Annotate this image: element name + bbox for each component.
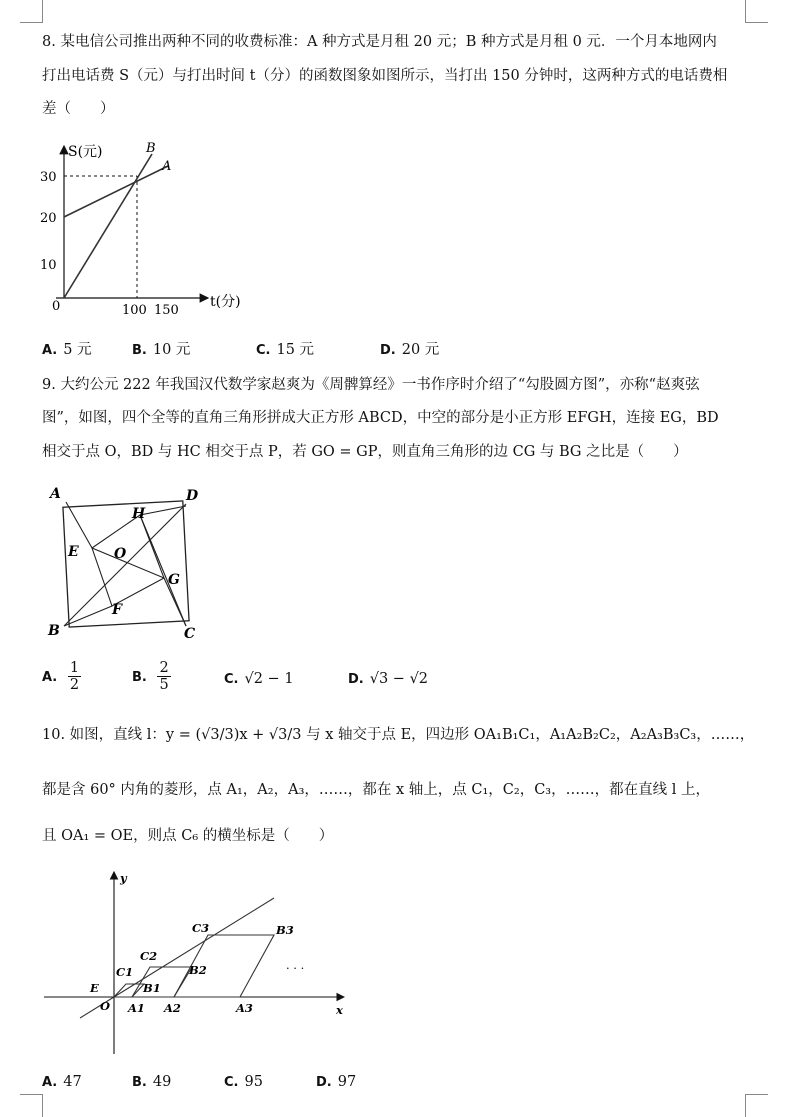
q10-rhombus-figure (44, 866, 364, 1056)
q10-label-x: x (336, 1003, 343, 1017)
q8-option-b[interactable]: B. 10 元 (132, 342, 191, 358)
q8-y-axis-label: S(元) (68, 144, 103, 160)
q9-option-c[interactable]: C. √2 − 1 (224, 671, 294, 687)
q10-stem-line3: 且 OA₁ = OE，则点 C₆ 的横坐标是（ ） (42, 828, 334, 844)
q9-stem-line2: 图”，如图，四个全等的直角三角形拼成大正方形 ABCD，中空的部分是小正方形 EFGH，连接 EG，BD (42, 410, 719, 426)
q10-label-B3: B3 (276, 923, 294, 937)
q9-option-b[interactable]: B. $\frac{2}{5}$ (132, 660, 169, 693)
q10-label-A2: A2 (164, 1001, 181, 1015)
q8-y-tick-30: 30 (40, 170, 57, 185)
q8-options (42, 339, 754, 361)
q9-stem-line3: 相交于点 O，BD 与 HC 相交于点 P，若 GO = GP，则直角三角形的边 CG 与 BG 之比是（ ） (42, 444, 688, 460)
q9-segment-EG (92, 548, 164, 578)
q9-options (42, 660, 754, 696)
q9-label-E: E (68, 544, 79, 560)
q10-label-C1: C1 (116, 965, 134, 979)
q10-label-E: E (90, 981, 99, 995)
q10-label-y: y (120, 871, 127, 885)
crop-mark-top-right (745, 0, 768, 23)
q10-option-c[interactable]: C. 95 (224, 1074, 263, 1090)
q10-label-A1: A1 (128, 1001, 145, 1015)
q10-option-d[interactable]: D. 97 (316, 1074, 357, 1090)
crop-mark-bottom-right (745, 1094, 768, 1117)
q8-y-tick-20: 20 (40, 211, 57, 226)
q8-x-tick-100: 100 (122, 303, 147, 318)
q8-line-B-label: B (146, 141, 156, 156)
q9-square-EFGH (92, 515, 164, 606)
q8-x-axis-label: t(分) (210, 294, 241, 310)
q8-option-c[interactable]: C. 15 元 (256, 342, 315, 358)
crop-mark-bottom-left (20, 1094, 43, 1117)
q8-line-A (64, 166, 168, 217)
q8-option-a[interactable]: A. 5 元 (42, 342, 92, 358)
q8-y-tick-10: 10 (40, 258, 57, 273)
q9-option-d[interactable]: D. √3 − √2 (348, 671, 429, 687)
q8-stem-line2: 打出电话费 S（元）与打出时间 t（分）的函数图象如图所示，当打出 150 分钟时，这两种方式的电话费相 (42, 68, 728, 84)
q9-option-a-fraction: $\frac{1}{2}$ (69, 660, 80, 693)
crop-mark-top-left (20, 0, 43, 23)
q8-option-d[interactable]: D. 20 元 (380, 342, 440, 358)
q10-rhombus-2 (132, 967, 192, 997)
q9-label-G: G (168, 572, 180, 588)
q9-option-b-fraction: $\frac{2}{5}$ (159, 660, 169, 693)
q9-zhao-shuang-figure (40, 480, 220, 645)
q8-function-graph (36, 138, 256, 323)
q10-label-O: O (100, 999, 111, 1013)
q10-stem-line1: 10. 如图，直线 l：y = (√3/3)x + √3/3 与 x 轴交于点 E，四边形 OA₁B₁C₁，A₁A₂B₂C₂，A₂A₃B₃C₃，……， (42, 727, 755, 743)
q9-option-a[interactable]: A. $\frac{1}{2}$ (42, 660, 80, 693)
q10-label-C3: C3 (192, 921, 210, 935)
q9-stem-line1: 9. 大约公元 222 年我国汉代数学家赵爽为《周髀算经》一书作序时介绍了“勾股圆方图”，亦称“赵爽弦 (42, 377, 700, 393)
q8-x-tick-150: 150 (154, 303, 179, 318)
q9-label-D: D (186, 488, 199, 504)
q10-label-B1: B1 (143, 981, 161, 995)
q10-option-b[interactable]: B. 49 (132, 1074, 172, 1090)
q9-label-A: A (50, 486, 61, 502)
q10-stem-line2: 都是含 60° 内角的菱形，点 A₁，A₂，A₃，……，都在 x 轴上，点 C₁，C₂，C₃，……，都在直线 l 上， (42, 782, 710, 798)
q10-continuation-dots: · · · (286, 961, 305, 975)
q10-label-A3: A3 (236, 1001, 253, 1015)
q10-option-a[interactable]: A. 47 (42, 1074, 82, 1090)
q10-label-C2: C2 (140, 949, 158, 963)
q9-label-C: C (184, 626, 196, 642)
q8-origin-label: 0 (52, 299, 61, 314)
q9-segment-BD (64, 504, 186, 626)
q9-label-O: O (114, 546, 127, 562)
q9-label-H: H (132, 506, 146, 522)
q8-line-A-label: A (162, 159, 172, 174)
q10-label-B2: B2 (189, 963, 207, 977)
q10-rhombus-1 (114, 984, 144, 997)
q9-label-B: B (48, 623, 60, 639)
q8-stem-line3: 差（ ） (42, 101, 115, 117)
q9-label-F: F (112, 602, 122, 618)
q8-stem-line1: 8. 某电信公司推出两种不同的收费标准：A 种方式是月租 20 元；B 种方式是月租 0 元．一个月本地网内 (42, 34, 717, 50)
q10-options (42, 1071, 754, 1093)
